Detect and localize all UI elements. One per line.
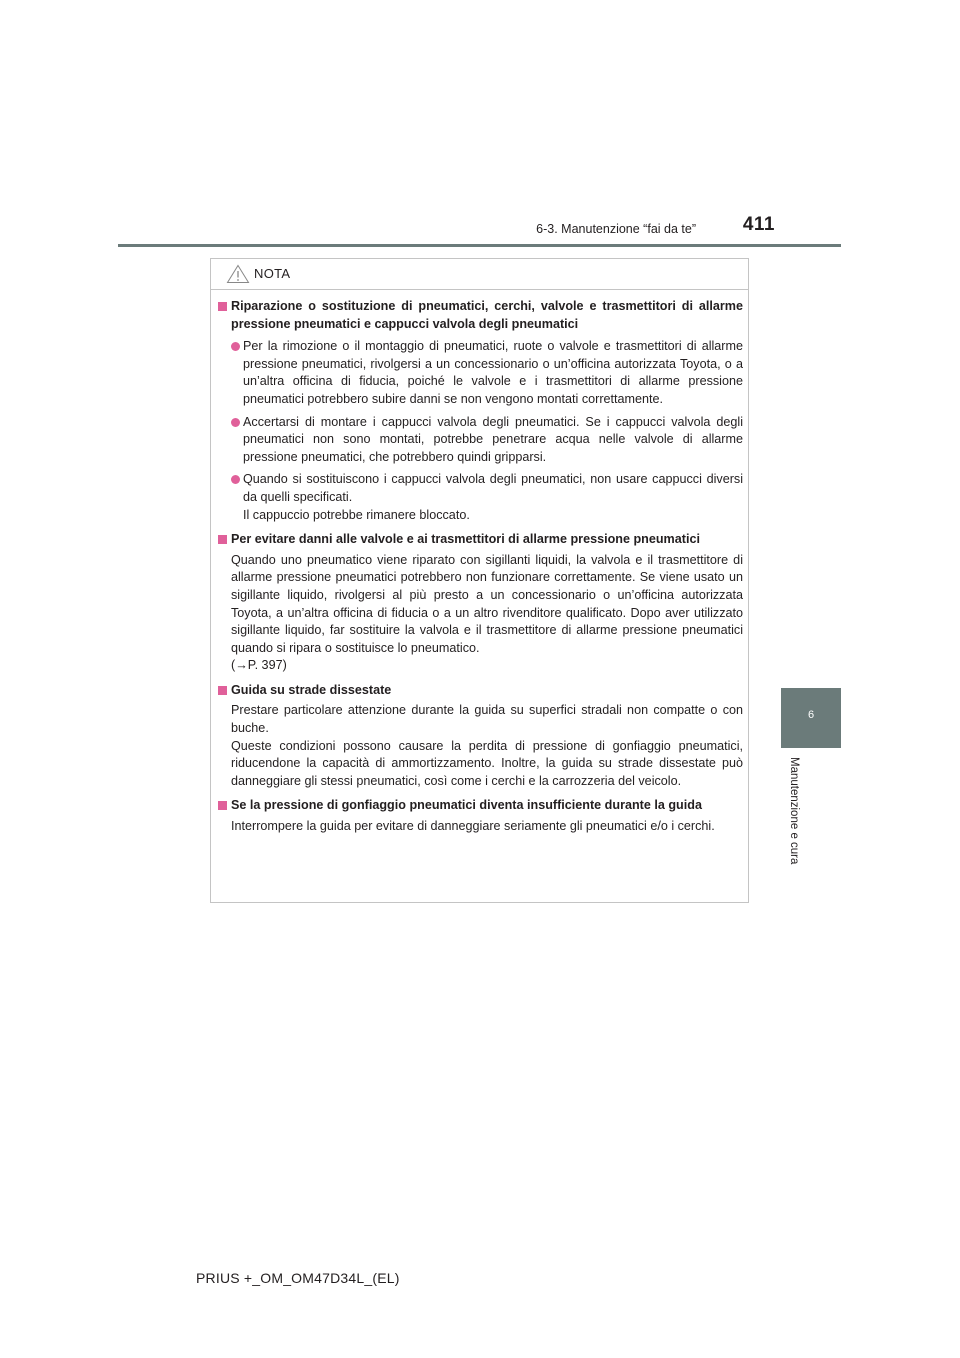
notice-title: NOTA <box>254 266 291 281</box>
notice-section-rough-roads <box>218 682 743 791</box>
section-text <box>218 552 743 675</box>
list-item-text-continued: Il cappuccio potrebbe rimanere bloccato. <box>243 507 470 522</box>
section-heading <box>218 531 743 549</box>
section-heading <box>218 682 743 700</box>
chapter-title-text: Manutenzione e cura <box>788 757 800 865</box>
list-item <box>218 471 743 524</box>
page-number: 411 <box>742 214 775 235</box>
square-bullet-icon <box>218 801 227 810</box>
section-paragraph: Quando uno pneumatico viene riparato con sigillanti liquidi, la valvola e il trasmettitore di allarme pressione pneumatici potrebbero non funzionare correttamente. Se viene usato un sigillante liquido, rivolgersi al più presto a un concessionario o un’officina autorizzata Toyota, a un’altra officina di fiducia o a un altro rivenditore qualificato. Dopo aver utilizzato sigillante liquido, far sostituire la valvola e il trasmettitore di allarme pressione pneumatici quando si ripara o sostituisce lo pneumatico. <box>231 552 743 655</box>
list-item <box>218 338 743 408</box>
section-heading <box>218 298 743 333</box>
section-heading <box>218 797 743 815</box>
section-text <box>218 818 743 836</box>
list-item-text: Per la rimozione o il montaggio di pneumatici, ruote o valvole e trasmettitori di allarme pressione pneumatici, rivolgersi a un concessionario o un’officina autorizzata Toyota, o a un’altra officina di fiducia, poiché le valvole e i trasmettitori di allarme pressione pneumatici potrebbero subire danni se non vengono montati correttamente. <box>243 339 743 406</box>
notice-box <box>210 258 749 903</box>
section-title-text: Riparazione o sostituzione di pneumatici, cerchi, valvole e trasmettitori di allarme pressione pneumatici e cappucci valvola degli pneumatici <box>231 299 743 331</box>
list-item-text: Quando si sostituiscono i cappucci valvola degli pneumatici, non usare cappucci diversi da quelli specificati. <box>243 472 743 504</box>
notice-body <box>218 298 743 843</box>
warning-triangle-icon <box>226 264 250 284</box>
chapter-tab <box>781 688 841 748</box>
section-paragraph: Queste condizioni possono causare la perdita di pressione di gonfiaggio pneumatici, riducendone la capacità di ammortizzamento. Inoltre, la guida su strade dissestate può danneggiare gli stessi pneumatici, così come i cerchi e la carrozzeria del veicolo. <box>231 738 743 788</box>
square-bullet-icon <box>218 686 227 695</box>
notice-section-valve-damage <box>218 531 743 675</box>
notice-header <box>211 259 748 290</box>
header-rule <box>118 244 841 247</box>
circle-bullet-icon <box>231 475 240 484</box>
square-bullet-icon <box>218 302 227 311</box>
section-paragraph: Interrompere la guida per evitare di danneggiare seriamente gli pneumatici e/o i cerchi. <box>231 819 715 834</box>
page-reference-link[interactable]: (→P. 397) <box>231 658 287 673</box>
section-title-text: Se la pressione di gonfiaggio pneumatici diventa insufficiente durante la guida <box>231 798 702 813</box>
notice-section-low-pressure <box>218 797 743 835</box>
list-item-text: Accertarsi di montare i cappucci valvola degli pneumatici. Se i cappucci valvola degli pneumatici non sono montati, potrebbe penetrare acqua nelle valvole di allarme pressione pneumatici, che potrebbero quindi gripparsi. <box>243 414 743 464</box>
chapter-side-title <box>785 757 805 881</box>
circle-bullet-icon <box>231 418 240 427</box>
notice-section-repair <box>218 298 743 524</box>
manual-code: PRIUS +_OM_OM47D34L_(EL) <box>196 1270 400 1286</box>
square-bullet-icon <box>218 535 227 544</box>
running-header-section: 6-3. Manutenzione “fai da te” <box>536 222 696 236</box>
chapter-number: 6 <box>807 709 815 721</box>
section-text <box>218 702 743 790</box>
section-title-text: Per evitare danni alle valvole e ai trasmettitori di allarme pressione pneumatici <box>231 532 700 547</box>
circle-bullet-icon <box>231 342 240 351</box>
section-paragraph: Prestare particolare attenzione durante la guida su superfici stradali non compatte o con buche. <box>231 703 743 736</box>
list-item <box>218 414 743 467</box>
section-title-text: Guida su strade dissestate <box>231 682 392 697</box>
